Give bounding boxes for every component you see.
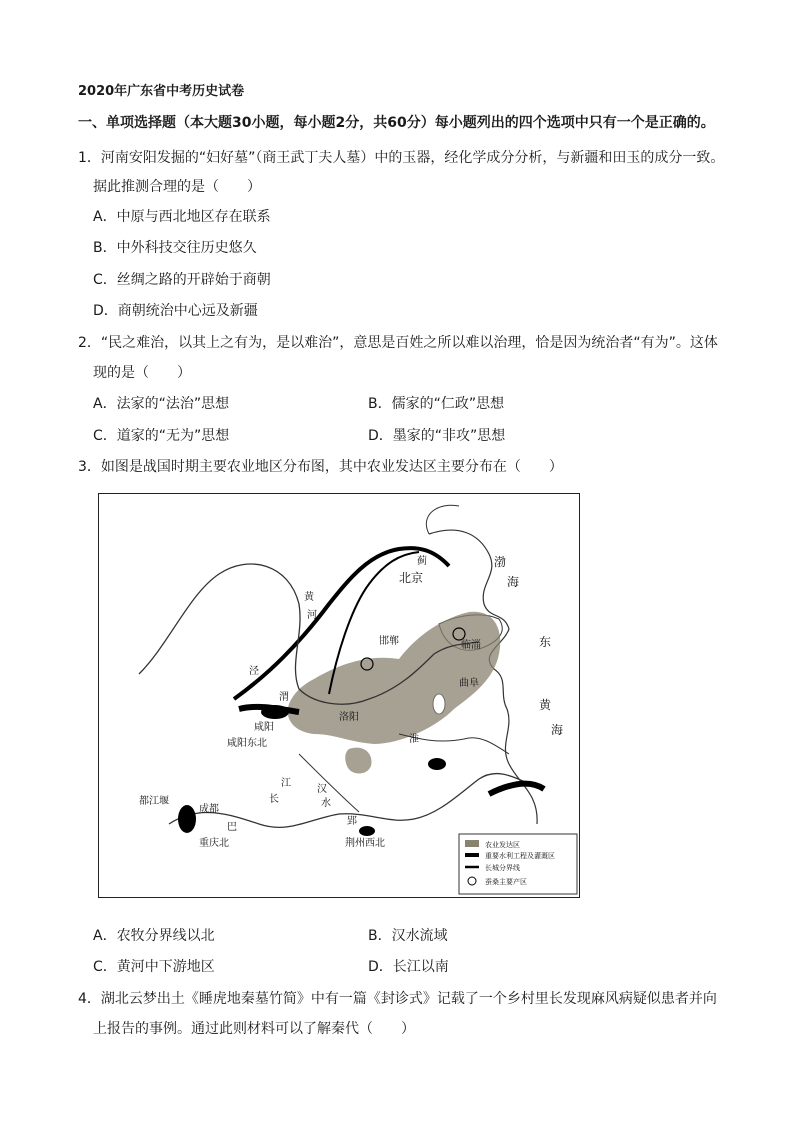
label-xianyang: 咸阳	[254, 722, 274, 733]
label-xianyang-ne: 咸阳东北	[227, 738, 267, 749]
map-svg	[99, 494, 580, 898]
q1-stem-line2: 据此推测合理的是（ ）	[93, 179, 261, 195]
q1-option-a[interactable]: A．中原与西北地区存在联系	[93, 209, 271, 225]
q3-option-c[interactable]: C．黄河中下游地区	[93, 959, 215, 975]
label-chengdu: 成都	[199, 804, 219, 815]
q4-stem-line1: 4．湖北云梦出土《睡虎地秦墓竹简》中有一篇《封诊式》记载了一个乡村里长发现麻风病疑似患者并向	[78, 991, 717, 1007]
label-huang-river-2: 河	[307, 610, 317, 621]
q3-option-b[interactable]: B．汉水流域	[368, 928, 448, 944]
label-shui: 水	[321, 798, 331, 809]
q4-stem-line2: 上报告的事例。通过此则材料可以了解秦代（ ）	[93, 1021, 415, 1037]
q2-option-a[interactable]: A．法家的“法治”思想	[93, 396, 230, 412]
q2-option-b[interactable]: B．儒家的“仁政”思想	[368, 396, 505, 412]
exam-title: 2020年广东省中考历史试卷	[78, 84, 245, 99]
label-linzi: 临淄	[461, 640, 481, 651]
label-ying: 郢	[347, 816, 357, 827]
label-luoyang: 洛阳	[339, 712, 359, 723]
q2-stem-line1: 2．“民之难治，以其上之有为，是以难治”，意思是百姓之所以难以治理，恰是因为统治者“有为”。这体	[78, 335, 718, 351]
label-dong: 东	[539, 635, 552, 649]
label-handan: 邯郸	[379, 636, 399, 647]
q3-stem: 3．如图是战国时期主要农业地区分布图，其中农业发达区主要分布在（ ）	[78, 459, 563, 475]
legend-item-silk: 蚕桑主要产区	[485, 878, 527, 886]
label-jiang: 江	[281, 778, 291, 789]
label-jingzhou: 荆州西北	[345, 838, 385, 849]
label-huang-sea: 黄	[539, 698, 552, 712]
q3-option-d[interactable]: D．长江以南	[368, 959, 449, 975]
q2-option-d[interactable]: D．墨家的“非攻”思想	[368, 428, 506, 444]
label-beijing: 北京	[399, 571, 424, 585]
q1-stem-line1: 1．河南安阳发掘的“妇好墓”（商王武丁夫人墓）中的玉器，经化学成分分析，与新疆和田玉的成分一致。	[78, 150, 725, 166]
dujiangyan-region	[178, 805, 196, 833]
label-huai-river: 淮	[409, 734, 419, 745]
label-dujiangyan: 都江堰	[139, 796, 169, 807]
q1-option-c[interactable]: C．丝绸之路的开辟始于商朝	[93, 272, 271, 288]
label-hai2: 海	[551, 723, 564, 737]
label-hai: 海	[507, 575, 520, 589]
legend-item-agri: 农业发达区	[485, 841, 520, 849]
label-wei-river: 渭	[279, 692, 289, 703]
label-jing-river: 泾	[249, 666, 259, 677]
map-legend	[459, 834, 577, 894]
q2-option-c[interactable]: C．道家的“无为”思想	[93, 428, 230, 444]
label-qufu: 曲阜	[459, 678, 479, 689]
q2-stem-line2: 现的是（ ）	[93, 365, 191, 381]
label-han-river: 汉	[317, 784, 327, 795]
legend-item-water: 重要水利工程及灌溉区	[485, 852, 555, 860]
q1-option-b[interactable]: B．中外科技交往历史悠久	[93, 240, 257, 256]
label-bo: 渤	[494, 555, 507, 569]
warring-states-agriculture-map	[98, 493, 580, 898]
label-chongqing: 重庆北	[199, 838, 229, 849]
q1-option-d[interactable]: D．商朝统治中心远及新疆	[93, 303, 258, 319]
label-ji: 蓟	[417, 556, 427, 567]
label-chang: 长	[269, 794, 279, 805]
label-huang-river-1: 黄	[304, 592, 314, 603]
q3-option-a[interactable]: A．农牧分界线以北	[93, 928, 215, 944]
section-heading: 一、单项选择题（本大题30小题，每小题2分，共60分）每小题列出的四个选项中只有一个是正确的。	[78, 115, 715, 131]
legend-item-wall: 长城分界线	[485, 864, 520, 872]
label-ba: 巴	[227, 822, 237, 833]
